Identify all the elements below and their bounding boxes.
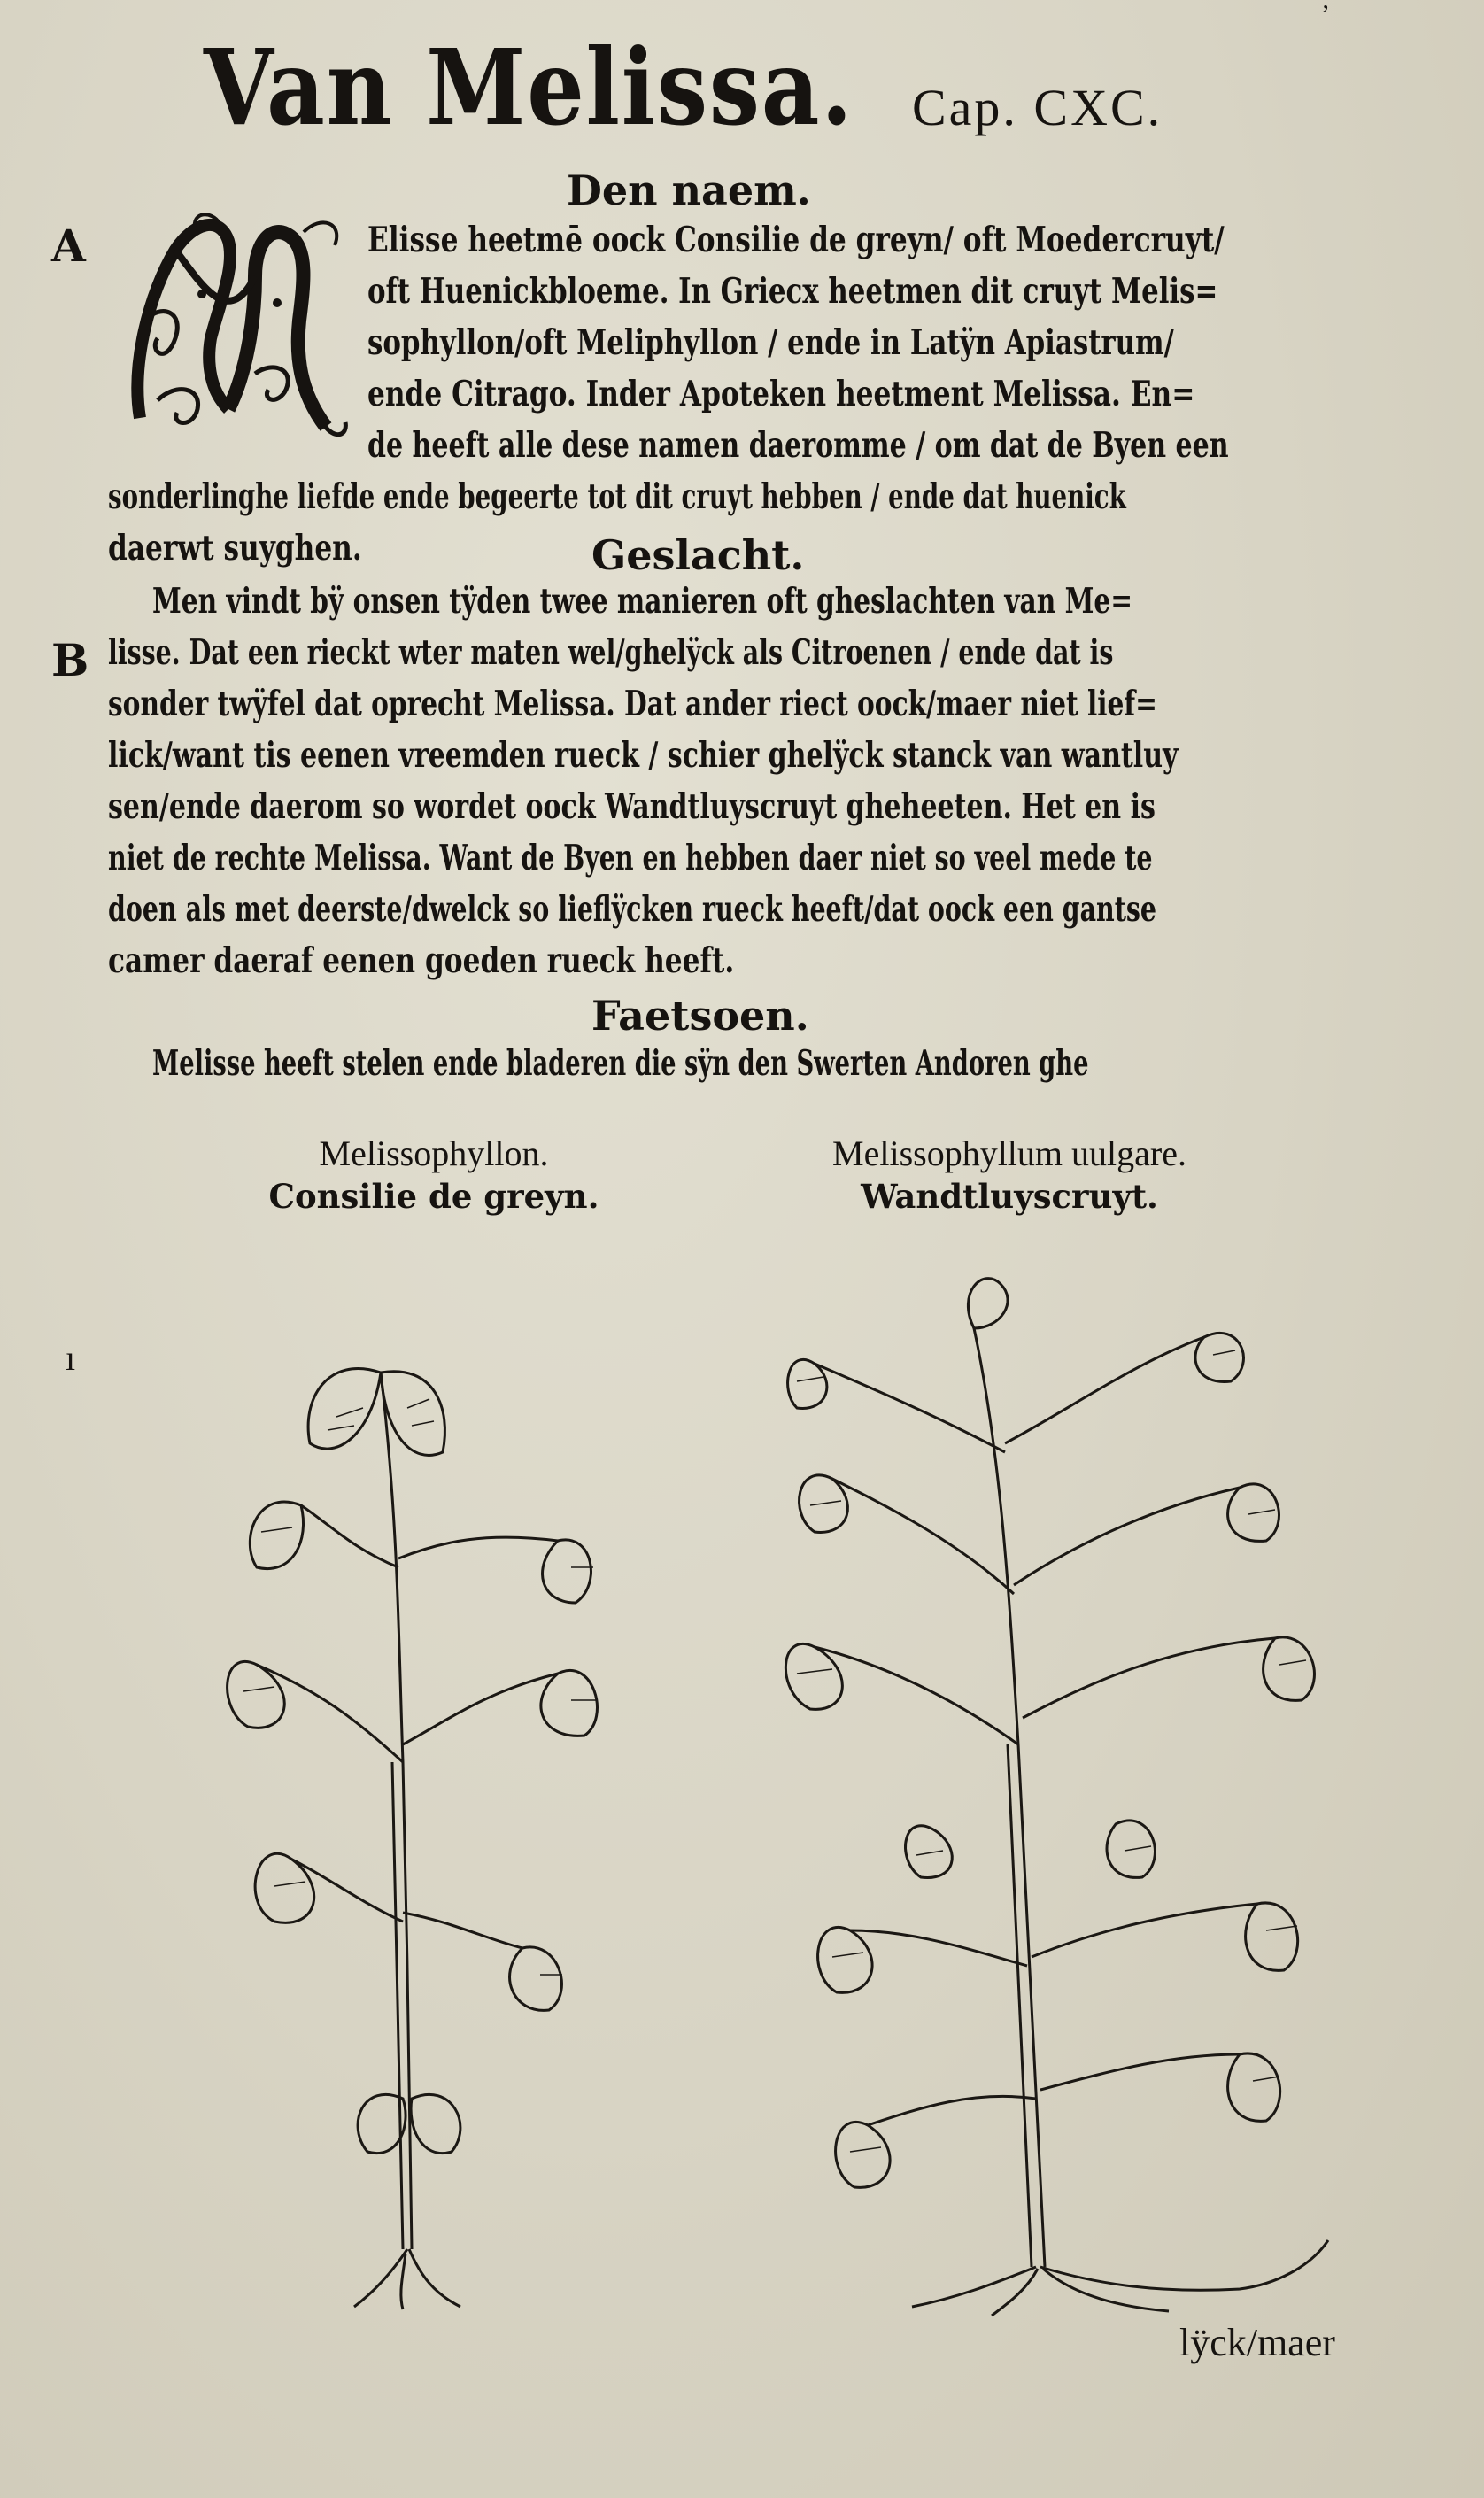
text-line: sonder twÿfel dat oprecht Melissa. Dat ander riect oock/maer niet lief= [108,684,1157,724]
ink-mark: ı [66,1338,76,1378]
figure-latin-name: Melissophyllum uulgare. [832,1133,1186,1173]
chapter-number: Cap. CXC. [912,79,1163,136]
figure-latin-name: Melissophyllon. [319,1133,549,1173]
decorated-initial-m [122,197,354,452]
text-line: daerwt suyghen. [108,528,362,568]
text-line: Elisse heetmē oock Consilie de greyn/ oft Moedercruyt/ [367,220,1225,260]
text-line: niet de rechte Melissa. Want de Byen en hebben daer niet so veel mede te [108,838,1153,878]
text-line: lick/want tis eenen vreemden rueck / schier ghelÿck stanck van wantluy [108,735,1179,776]
figure-caption-left [257,1132,611,1217]
text-line: Melisse heeft stelen ende bladeren die sÿn den Swerten Andoren ghe [152,1043,1089,1084]
text-line: sophyllon/oft Meliphyllon / ende in Latÿn Apiastrum/ [367,322,1174,363]
section-heading-faetsoen: Faetsoen. [591,992,809,1040]
ink-mark: ʼ [1321,0,1330,29]
text-line: oft Huenickbloeme. In Griecx heetmen dit cruyt Melis= [367,271,1218,312]
figure-caption-right [779,1132,1240,1217]
woodcut-melissophyllum-uulgare [779,1257,1364,2320]
page-heading: Van Melissa. [204,26,854,149]
margin-marker-a: A [51,220,86,272]
text-line: doen als met deerste/dwelck so lieflÿcken rueck heeft/dat oock een gantse [108,889,1157,930]
text-line: lisse. Dat een rieckt wter maten wel/ghelÿck als Citroenen / ende dat is [108,632,1114,673]
figure-dutch-name: Wandtluyscruyt. [861,1177,1158,1216]
section-heading-geslacht: Geslacht. [591,531,805,579]
text-line: ende Citrago. Inder Apoteken heetment Melissa. En= [367,374,1195,414]
catchword: lÿck/maer [1179,2321,1335,2364]
text-line: de heeft alle dese namen daeromme / om dat de Byen een [367,425,1229,466]
text-line: Men vindt bÿ onsen tÿden twee manieren oft gheslachten van Me= [152,581,1133,622]
section-heading-naem: Den naem. [567,166,811,214]
figure-dutch-name: Consilie de greyn. [268,1177,599,1216]
text-line: camer daeraf eenen goeden rueck heeft. [108,940,735,981]
margin-marker-b: B [51,634,89,686]
woodcut-melissophyllon [221,1302,611,2311]
text-line: sonderlinghe liefde ende begeerte tot dit cruyt hebben / ende dat huenick [108,476,1126,517]
text-line: sen/ende daerom so wordet oock Wandtluyscruyt gheheeten. Het en is [108,786,1156,827]
